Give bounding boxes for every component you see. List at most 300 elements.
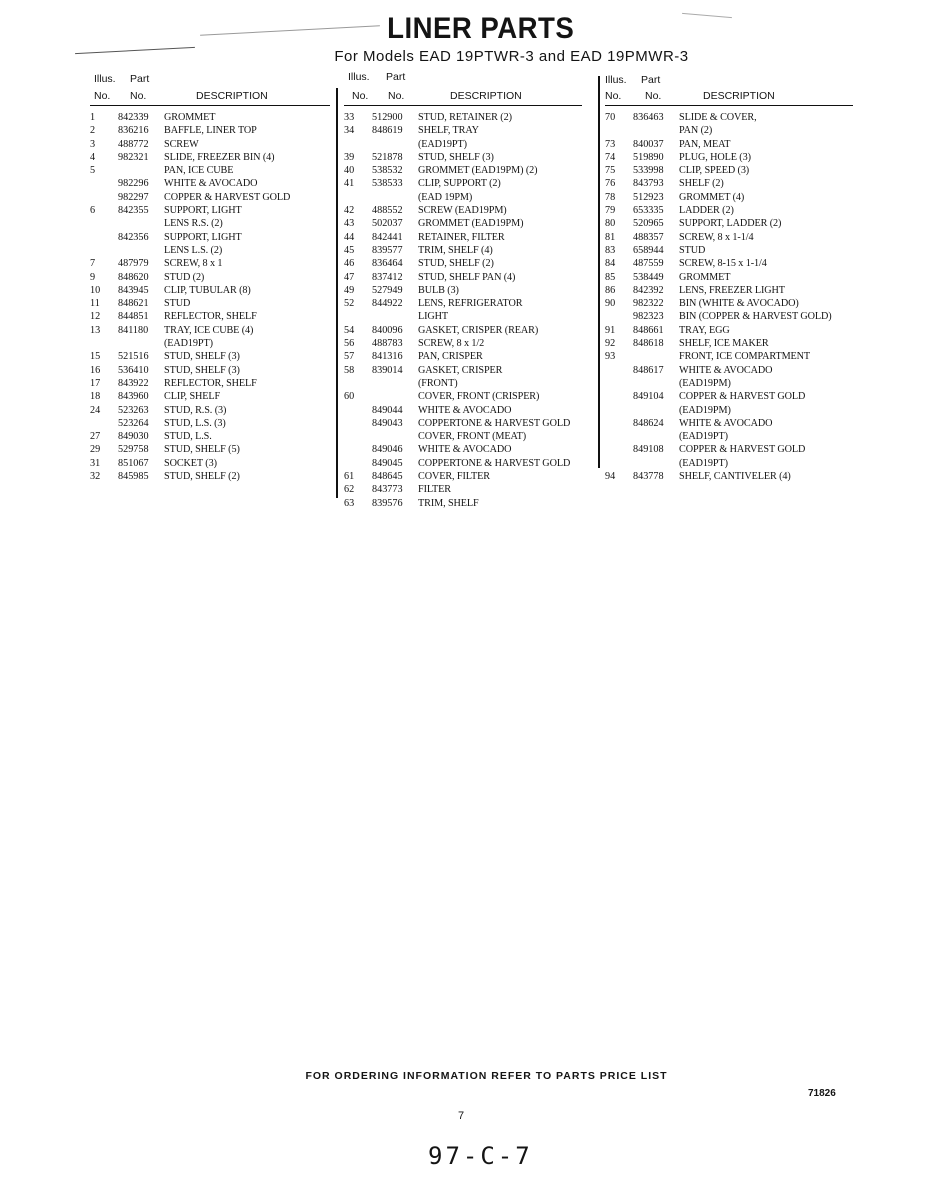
part-number: 519890 — [633, 151, 664, 163]
part-description: PAN, MEAT — [679, 138, 731, 150]
part-description: SLIDE, FREEZER BIN (4) — [164, 151, 275, 163]
part-number: 836463 — [633, 112, 664, 123]
part-description: CLIP, SHELF — [164, 391, 221, 403]
illus-number: 52 — [344, 298, 355, 310]
part-row — [90, 231, 330, 244]
illus-number: 34 — [344, 125, 355, 137]
illus-number: 39 — [344, 151, 355, 163]
part-number: 841316 — [372, 351, 403, 363]
part-row — [344, 297, 594, 310]
part-row — [344, 364, 594, 377]
part-number: 848618 — [633, 338, 664, 350]
illus-number: 49 — [344, 284, 355, 296]
illus-number: 1 — [90, 112, 96, 123]
part-description: TRAY, EGG — [679, 324, 730, 336]
part-number: 521878 — [372, 151, 403, 163]
part-number: 982297 — [118, 191, 149, 203]
illus-number: 15 — [90, 351, 101, 363]
illus-number: 10 — [90, 284, 101, 296]
header-part: Part — [386, 71, 406, 83]
part-row — [605, 377, 865, 390]
part-description: STUD, L.S. — [164, 431, 212, 443]
illus-number — [344, 417, 372, 430]
part-number: 849046 — [372, 444, 403, 456]
illus-number: 16 — [90, 364, 101, 376]
illus-number: 12 — [90, 311, 101, 323]
part-description: GASKET, CRISPER (REAR) — [418, 324, 539, 336]
part-description: LENS L.S. (2) — [164, 244, 223, 256]
illus-number — [605, 404, 633, 417]
part-description: COPPER & HARVEST GOLD — [164, 191, 291, 203]
part-description: BULB (3) — [418, 284, 459, 296]
part-description: BAFFLE, LINER TOP — [164, 125, 257, 137]
header-description: DESCRIPTION — [703, 90, 775, 102]
part-number: 849030 — [118, 431, 149, 443]
illus-number: 24 — [90, 404, 101, 416]
part-row — [344, 204, 594, 217]
header-description: DESCRIPTION — [450, 90, 522, 102]
part-row — [344, 138, 594, 151]
part-description: STUD, R.S. (3) — [164, 404, 227, 416]
part-row — [344, 231, 594, 244]
part-number: 982322 — [633, 298, 664, 310]
part-description: (EAD19PT) — [418, 138, 467, 150]
illus-number — [90, 417, 118, 430]
illus-number — [344, 443, 372, 456]
part-description: BIN (WHITE & AVOCADO) — [679, 298, 799, 310]
illus-number: 40 — [344, 165, 355, 177]
illus-number — [605, 457, 633, 470]
part-row — [90, 324, 330, 337]
illus-number — [344, 191, 372, 204]
part-description: PLUG, HOLE (3) — [679, 151, 751, 163]
illus-number: 7 — [90, 258, 96, 270]
column-divider — [598, 76, 600, 468]
part-number — [372, 310, 418, 323]
illus-number — [90, 191, 118, 204]
part-description: REFLECTOR, SHELF — [164, 377, 257, 389]
part-description: SUPPORT, LIGHT — [164, 205, 242, 217]
illus-number: 42 — [344, 205, 355, 217]
part-row — [605, 111, 865, 124]
part-row — [344, 443, 594, 456]
part-number: 538532 — [372, 165, 403, 177]
part-row — [605, 390, 865, 403]
part-row — [90, 111, 330, 124]
part-row — [90, 377, 330, 390]
illus-number — [344, 310, 372, 323]
part-number: 512900 — [372, 112, 403, 123]
part-description: LENS, FREEZER LIGHT — [679, 284, 785, 296]
part-number: 839576 — [372, 497, 403, 509]
part-row — [605, 310, 865, 323]
illus-number: 9 — [90, 271, 96, 283]
part-number — [633, 377, 679, 390]
part-number: 487559 — [633, 258, 664, 270]
header-no: No. — [94, 90, 111, 102]
header-no: No. — [352, 90, 369, 102]
part-number: 520965 — [633, 218, 664, 230]
part-description: LENS, REFRIGERATOR — [418, 298, 523, 310]
column-header — [344, 71, 582, 106]
part-row — [605, 231, 865, 244]
illus-number: 27 — [90, 431, 101, 443]
header-illus: Illus. — [348, 71, 370, 83]
part-row — [344, 217, 594, 230]
part-row — [605, 337, 865, 350]
part-number: 653335 — [633, 205, 664, 217]
part-row — [605, 404, 865, 417]
part-row — [605, 430, 865, 443]
part-number: 841180 — [118, 324, 149, 336]
part-description: SCREW, 8 x 1 — [164, 258, 223, 270]
illus-number: 54 — [344, 324, 355, 336]
part-number: 848620 — [118, 271, 149, 283]
part-description: TRIM, SHELF (4) — [418, 244, 493, 256]
part-description: CLIP, SPEED (3) — [679, 165, 750, 177]
illus-number — [344, 457, 372, 470]
part-number: 849045 — [372, 457, 403, 469]
header-part: Part — [641, 74, 661, 86]
part-description: BIN (COPPER & HARVEST GOLD) — [679, 311, 832, 323]
part-row — [344, 111, 594, 124]
part-row — [605, 191, 865, 204]
illus-number: 33 — [344, 112, 355, 123]
part-number — [633, 457, 679, 470]
part-number — [118, 217, 164, 230]
part-description: PAN, ICE CUBE — [164, 165, 234, 177]
illus-number — [344, 138, 372, 151]
illus-number: 79 — [605, 205, 616, 217]
part-number: 843922 — [118, 377, 149, 389]
part-description: WHITE & AVOCADO — [418, 444, 512, 456]
illus-number: 41 — [344, 178, 355, 190]
illus-number: 44 — [344, 231, 355, 243]
part-row — [344, 377, 594, 390]
part-number: 529758 — [118, 444, 149, 456]
illus-number: 63 — [344, 497, 355, 509]
page-subtitle: For Models EAD 19PTWR-3 and EAD 19PMWR-3 — [334, 48, 689, 65]
part-row — [605, 164, 865, 177]
part-number: 487979 — [118, 258, 149, 270]
illus-number: 45 — [344, 244, 355, 256]
illus-number — [605, 390, 633, 403]
illus-number: 32 — [90, 471, 101, 483]
illus-number: 31 — [90, 457, 101, 469]
part-description: STUD — [679, 244, 706, 256]
illus-number: 56 — [344, 338, 355, 350]
part-description: CLIP, SUPPORT (2) — [418, 178, 501, 190]
part-description: STUD, L.S. (3) — [164, 417, 226, 429]
part-number — [633, 124, 679, 137]
header-part-no: No. — [645, 90, 662, 102]
illus-number — [605, 124, 633, 137]
part-description: GROMMET (EAD19PM) — [418, 218, 524, 230]
part-description: WHITE & AVOCADO — [679, 417, 773, 429]
illus-number: 47 — [344, 271, 355, 283]
part-number: 842356 — [118, 231, 149, 243]
part-description: STUD, SHELF (3) — [164, 364, 240, 376]
part-description: SUPPORT, LADDER (2) — [679, 218, 782, 230]
ordering-note: FOR ORDERING INFORMATION REFER TO PARTS PRICE LIST — [305, 1070, 668, 1082]
part-number: 845985 — [118, 471, 149, 483]
part-row — [90, 457, 330, 470]
illus-number — [605, 310, 633, 323]
illus-number — [344, 377, 372, 390]
part-row — [90, 470, 330, 483]
part-row — [605, 350, 865, 363]
part-row — [344, 483, 594, 496]
part-description: GROMMET (EAD19PM) (2) — [418, 165, 538, 177]
part-row — [90, 271, 330, 284]
illus-number: 60 — [344, 391, 355, 403]
column-header — [90, 71, 330, 106]
part-row — [90, 204, 330, 217]
part-row — [605, 204, 865, 217]
part-row — [90, 177, 330, 190]
page-number: 7 — [458, 1110, 465, 1122]
illus-number: 75 — [605, 165, 616, 177]
part-description: LADDER (2) — [679, 205, 734, 217]
illus-number: 90 — [605, 298, 616, 310]
part-number: 844922 — [372, 298, 403, 310]
part-number — [372, 377, 418, 390]
part-row — [90, 257, 330, 270]
part-row — [344, 151, 594, 164]
part-number: 840037 — [633, 138, 664, 150]
part-description: COVER, FRONT (MEAT) — [418, 431, 526, 443]
illus-number — [90, 337, 118, 350]
part-number — [372, 430, 418, 443]
part-row — [344, 164, 594, 177]
parts-list — [344, 106, 594, 510]
illus-number — [605, 377, 633, 390]
part-description: STUD, RETAINER (2) — [418, 112, 512, 123]
illus-number: 78 — [605, 191, 616, 203]
part-row — [344, 257, 594, 270]
part-row — [344, 457, 594, 470]
part-description: STUD, SHELF (3) — [418, 151, 494, 163]
illus-number: 74 — [605, 151, 616, 163]
part-number: 536410 — [118, 364, 149, 376]
illus-number: 29 — [90, 444, 101, 456]
illus-number: 46 — [344, 258, 355, 270]
illus-number — [605, 417, 633, 430]
part-description: SCREW, 8 x 1-1/4 — [679, 231, 754, 243]
part-description: LIGHT — [418, 311, 449, 323]
part-row — [605, 443, 865, 456]
part-row — [605, 177, 865, 190]
part-row — [605, 244, 865, 257]
part-description: CLIP, TUBULAR (8) — [164, 284, 251, 296]
part-row — [344, 417, 594, 430]
part-number: 842441 — [372, 231, 403, 243]
part-row — [605, 364, 865, 377]
part-description: (EAD19PT) — [679, 457, 728, 469]
part-row — [90, 297, 330, 310]
part-description: STUD, SHELF (5) — [164, 444, 240, 456]
illus-number: 5 — [90, 165, 96, 177]
illus-number — [90, 217, 118, 230]
part-number: 982323 — [633, 311, 664, 323]
part-number: 843773 — [372, 484, 403, 496]
part-number: 843793 — [633, 178, 664, 190]
part-description: TRAY, ICE CUBE (4) — [164, 324, 254, 336]
part-description: (EAD19PM) — [679, 377, 731, 389]
part-description: (EAD19PM) — [679, 404, 731, 416]
part-description: STUD, SHELF (3) — [164, 351, 240, 363]
part-description: STUD, SHELF (2) — [418, 258, 494, 270]
header-description: DESCRIPTION — [196, 90, 268, 102]
part-row — [90, 350, 330, 363]
part-row — [90, 310, 330, 323]
part-number: 837412 — [372, 271, 403, 283]
illus-number: 76 — [605, 178, 616, 190]
part-number: 851067 — [118, 457, 149, 469]
part-description: PAN (2) — [679, 125, 713, 137]
part-row — [605, 297, 865, 310]
column-divider — [336, 88, 338, 498]
part-number — [633, 350, 679, 363]
part-row — [605, 217, 865, 230]
part-description: GROMMET — [164, 112, 216, 123]
part-description: COPPER & HARVEST GOLD — [679, 391, 806, 403]
part-number: 840096 — [372, 324, 403, 336]
illus-number: 58 — [344, 364, 355, 376]
part-number: 844851 — [118, 311, 149, 323]
part-description: COVER, FRONT (CRISPER) — [418, 391, 540, 403]
part-row — [90, 404, 330, 417]
illus-number — [90, 231, 118, 244]
part-description: FRONT, ICE COMPARTMENT — [679, 351, 811, 363]
part-number: 502037 — [372, 218, 403, 230]
part-row — [90, 284, 330, 297]
part-description: SHELF, ICE MAKER — [679, 338, 769, 350]
part-number: 658944 — [633, 244, 664, 256]
parts-column-3 — [605, 71, 865, 483]
part-number: 849108 — [633, 444, 664, 456]
part-description: SCREW (EAD19PM) — [418, 205, 507, 217]
part-description: RETAINER, FILTER — [418, 231, 505, 243]
part-description: SUPPORT, LIGHT — [164, 231, 242, 243]
part-row — [344, 497, 594, 510]
part-row — [605, 151, 865, 164]
parts-list — [605, 106, 865, 483]
part-row — [344, 191, 594, 204]
part-description: (EAD19PT) — [164, 338, 213, 350]
part-row — [344, 271, 594, 284]
illus-number: 57 — [344, 351, 355, 363]
illus-number: 43 — [344, 218, 355, 230]
part-row — [344, 177, 594, 190]
part-number: 849104 — [633, 391, 664, 403]
part-number: 842392 — [633, 284, 664, 296]
part-number: 849044 — [372, 404, 403, 416]
part-description: COPPERTONE & HARVEST GOLD — [418, 457, 571, 469]
part-row — [90, 217, 330, 230]
header-part-no: No. — [130, 90, 147, 102]
illus-number: 81 — [605, 231, 616, 243]
part-number: 521516 — [118, 351, 149, 363]
part-row — [90, 364, 330, 377]
part-description: STUD, SHELF (2) — [164, 471, 240, 483]
part-number: 842355 — [118, 205, 149, 217]
part-number: 982296 — [118, 178, 149, 190]
illus-number: 11 — [90, 298, 100, 310]
part-number — [118, 164, 164, 177]
part-row — [90, 417, 330, 430]
illus-number: 92 — [605, 338, 616, 350]
part-description: SHELF (2) — [679, 178, 724, 190]
part-number: 488772 — [118, 138, 149, 150]
part-number: 538449 — [633, 271, 664, 283]
part-description: (EAD 19PM) — [418, 191, 473, 203]
part-number: 512923 — [633, 191, 664, 203]
part-number: 488357 — [633, 231, 664, 243]
page-title: LINER PARTS — [387, 12, 575, 45]
illus-number — [344, 430, 372, 443]
illus-number: 73 — [605, 138, 616, 150]
document-code: 71826 — [808, 1088, 836, 1099]
illus-number: 6 — [90, 205, 96, 217]
part-description: SHELF, CANTIVELER (4) — [679, 471, 791, 483]
part-row — [605, 257, 865, 270]
part-number: 848661 — [633, 324, 664, 336]
part-row — [605, 138, 865, 151]
part-number — [372, 390, 418, 403]
part-description: REFLECTOR, SHELF — [164, 311, 257, 323]
part-description: GASKET, CRISPER — [418, 364, 503, 376]
part-row — [344, 244, 594, 257]
part-description: SOCKET (3) — [164, 457, 217, 469]
part-row — [605, 271, 865, 284]
part-description: (FRONT) — [418, 377, 458, 389]
illus-number: 4 — [90, 151, 96, 163]
part-number: 848645 — [372, 471, 403, 483]
part-row — [90, 390, 330, 403]
header-part-no: No. — [388, 90, 405, 102]
part-row — [605, 457, 865, 470]
part-row — [90, 164, 330, 177]
illus-number: 2 — [90, 125, 96, 137]
part-description: SCREW — [164, 138, 199, 150]
part-row — [90, 244, 330, 257]
part-row — [344, 350, 594, 363]
part-description: SLIDE & COVER, — [679, 112, 757, 123]
part-number: 527949 — [372, 284, 403, 296]
part-row — [344, 124, 594, 137]
part-description: COPPERTONE & HARVEST GOLD — [418, 417, 571, 429]
part-description: STUD — [164, 298, 191, 310]
parts-column-2 — [344, 71, 594, 510]
part-number: 839577 — [372, 244, 403, 256]
illus-number: 86 — [605, 284, 616, 296]
parts-list — [90, 106, 330, 483]
part-row — [90, 151, 330, 164]
illus-number: 3 — [90, 138, 96, 150]
illus-number: 61 — [344, 471, 355, 483]
part-number: 839014 — [372, 364, 403, 376]
handwritten-note: 97-C-7 — [428, 1142, 533, 1170]
part-description: WHITE & AVOCADO — [164, 178, 258, 190]
part-number — [633, 430, 679, 443]
part-row — [344, 310, 594, 323]
illus-number — [90, 244, 118, 257]
column-header — [605, 71, 853, 106]
part-number: 538533 — [372, 178, 403, 190]
part-row — [605, 417, 865, 430]
part-description: STUD, SHELF PAN (4) — [418, 271, 516, 283]
